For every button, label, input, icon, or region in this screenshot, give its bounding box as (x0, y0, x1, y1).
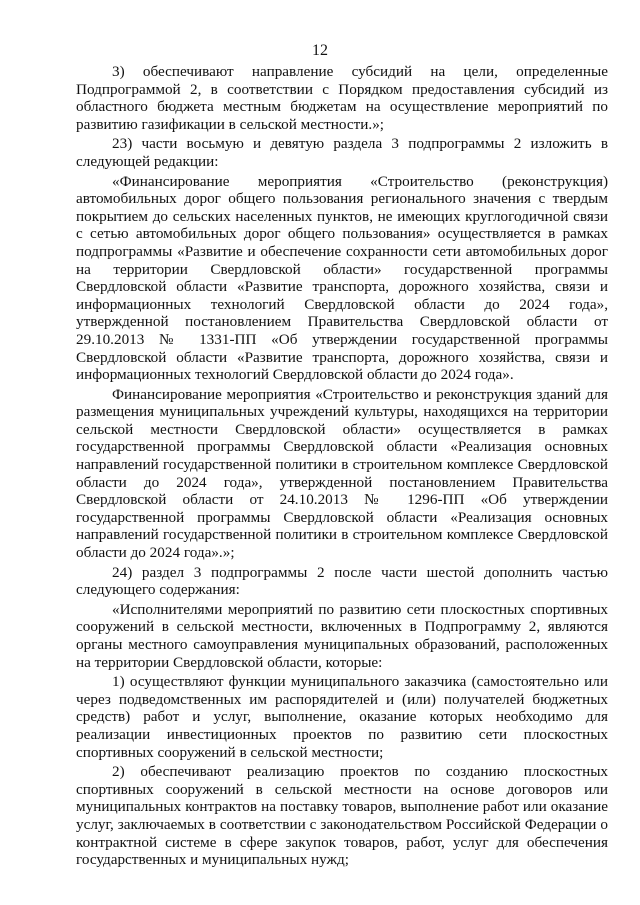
paragraph-item-24-header: 24) раздел 3 подпрограммы 2 после части шестой дополнить частью следующего содержания: (76, 563, 608, 599)
paragraph-culture-financing: Финансирование мероприятия «Строительство и реконструкция зданий для размещения муниципальных учреждений культуры, находящихся на территории сельской местности Свердловской области» осуществляется в рамках государственной программы Свердловской области «Реализация основных направлений государственной политики в строительном комплексе Свердловской области до 2024 года», утвержденной постановлением Правительства Свердловской области от 24.10.2013 № 1296-ПП «Об утверждении государственной программы Свердловской области «Реализация основных направлений государственной политики в строительном комплексе Свердловской области до 2024 года».»; (76, 385, 608, 562)
paragraph-item-3-gasification: 3) обеспечивают направление субсидий на цели, определенные Подпрограммой 2, в соответствии с Порядком предоставления субсидий из областного бюджета местным бюджетам на осуществление мероприятий по развитию газификации в сельской местности.»; (76, 63, 608, 133)
page-number: 12 (312, 42, 328, 59)
paragraph-roads-financing: «Финансирование мероприятия «Строительство (реконструкция) автомобильных дорог общего пользования регионального значения с твердым покрытием до сельских населенных пунктов, не имеющих круглогодичной связи с сетью автомобильных дорог общего пользования» осуществляется в рамках подпрограммы «Развитие и обеспечение сохранности сети автомобильных дорог на территории Свердловской области» государственной программы Свердловской области «Развитие транспорта, дорожного хозяйства, связи и информационных технологий Свердловской области до 2024 года», утвержденной постановлением Правительства Свердловской области от 29.10.2013 № 1331-ПП «Об утверждении государственной программы Свердловской области «Развитие транспорта, дорожного хозяйства, связи и информационных технологий Свердловской области до 2024 года». (76, 172, 608, 384)
document-body (76, 63, 608, 869)
paragraph-subitem-1-customer: 1) осуществляют функции муниципального заказчика (самостоятельно или через подведомственных им распорядителей и (или) получателей бюджетных средств) работ и услуг, выполнение, оказание которых необходимо для реализации инвестиционных проектов по развитию сети плоскостных спортивных сооружений в сельской местности; (76, 673, 608, 761)
paragraph-sports-executors: «Исполнителями мероприятий по развитию сети плоскостных спортивных сооружений в сельской местности, включенных в Подпрограмму 2, являются органы местного самоуправления муниципальных образований, расположенных на территории Свердловской области, которые: (76, 600, 608, 671)
paragraph-subitem-2-projects: 2) обеспечивают реализацию проектов по созданию плоскостных спортивных сооружений в сельской местности на основе договоров или муниципальных контрактов на поставку товаров, выполнение работ или оказание услуг, заключаемых в соответствии с законодательством Российской Федерации о контрактной системе в сфере закупок товаров, работ, услуг для обеспечения государственных и муниципальных нужд; (76, 763, 608, 869)
paragraph-item-23-header: 23) части восьмую и девятую раздела 3 подпрограммы 2 изложить в следующей редакции: (76, 135, 608, 170)
